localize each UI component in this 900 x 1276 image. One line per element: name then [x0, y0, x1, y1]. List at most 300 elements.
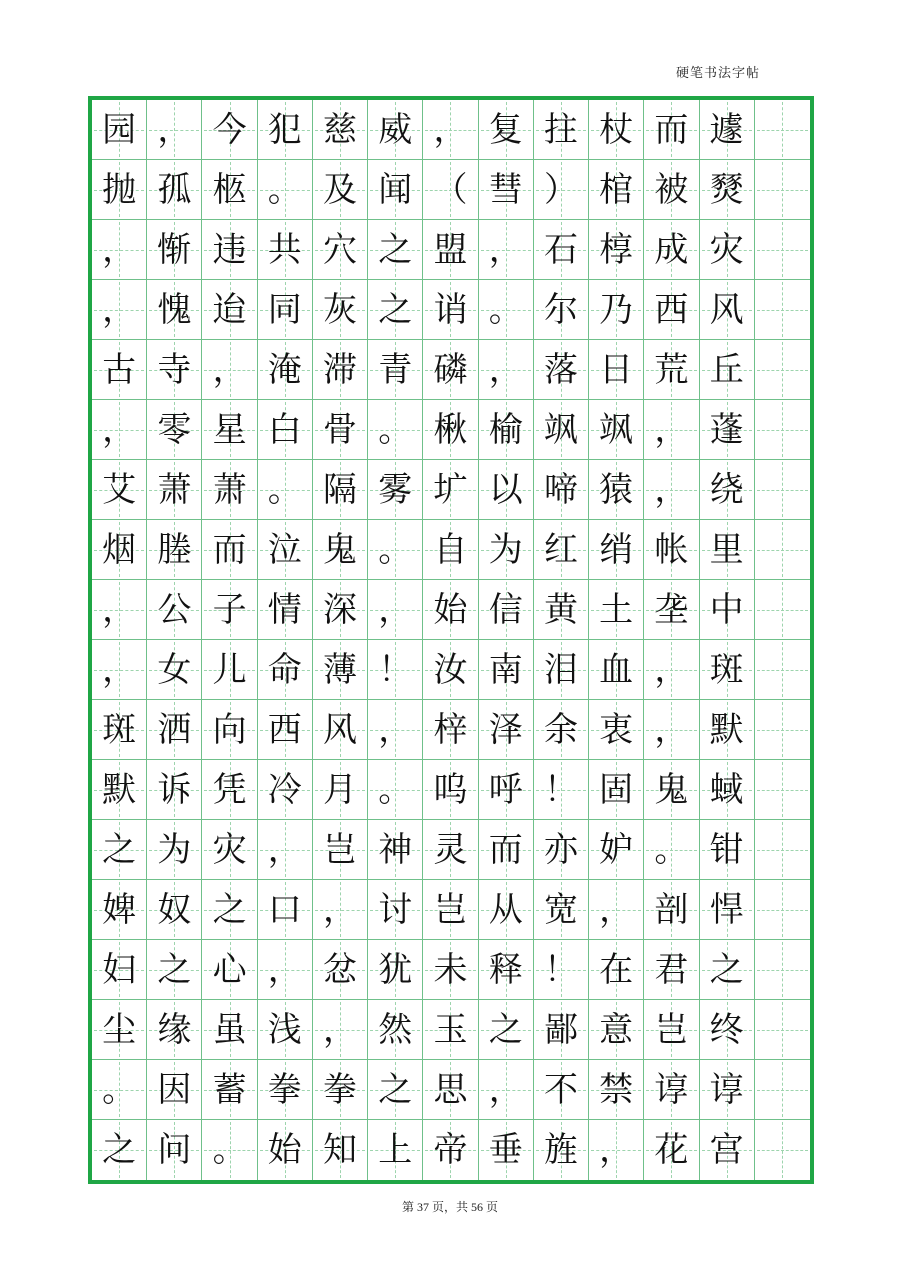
grid-character: 椁 — [599, 229, 634, 270]
grid-cell — [92, 340, 147, 400]
grid-cell — [368, 940, 423, 1000]
grid-cell — [313, 160, 368, 220]
grid-cell — [423, 460, 478, 520]
grid-cell — [479, 700, 534, 760]
grid-character: 愧 — [157, 289, 192, 330]
grid-character: 岂 — [654, 1009, 689, 1050]
grid-character: 灰 — [323, 289, 358, 330]
grid-character: 释 — [488, 949, 523, 990]
grid-cell — [258, 220, 313, 280]
grid-cell — [92, 1060, 147, 1120]
grid-cell — [423, 400, 478, 460]
grid-cell — [313, 640, 368, 700]
grid-character: 上 — [378, 1130, 413, 1170]
grid-character: 烟 — [102, 529, 137, 570]
grid-cell — [147, 460, 202, 520]
grid-cell — [700, 1120, 755, 1180]
grid-cell — [534, 760, 589, 820]
grid-character: 蓄 — [212, 1069, 247, 1110]
grid-cell — [423, 100, 478, 160]
grid-character: 落 — [543, 349, 578, 390]
grid-character: ） — [543, 169, 578, 210]
grid-character: 拳 — [267, 1069, 302, 1110]
grid-character: ， — [323, 1009, 358, 1050]
grid-character: 因 — [157, 1069, 192, 1110]
grid-cell — [479, 1060, 534, 1120]
grid-character: 以 — [488, 469, 523, 510]
page-header-title: 硬笔书法字帖 — [675, 66, 760, 81]
grid-character: 风 — [709, 289, 744, 330]
grid-character: 萧 — [157, 469, 192, 510]
grid-cell — [258, 280, 313, 340]
grid-cell — [644, 820, 699, 880]
grid-character: 西 — [654, 289, 689, 330]
grid-cell — [258, 520, 313, 580]
grid-cell — [589, 520, 644, 580]
grid-cell — [313, 460, 368, 520]
grid-cell — [755, 940, 810, 1000]
grid-cell — [147, 820, 202, 880]
grid-cell — [479, 880, 534, 940]
grid-character: ， — [102, 289, 137, 330]
grid-cell — [755, 640, 810, 700]
grid-character: 及 — [323, 169, 358, 210]
grid-character: 儿 — [212, 649, 247, 690]
grid-character: 始 — [433, 589, 468, 630]
grid-character: 神 — [378, 829, 413, 870]
grid-character: 从 — [488, 889, 523, 930]
grid-cell — [644, 760, 699, 820]
grid-character: 红 — [543, 529, 578, 570]
grid-cell — [92, 880, 147, 940]
grid-cell — [534, 520, 589, 580]
grid-character: 灾 — [709, 229, 744, 270]
grid-cell — [258, 940, 313, 1000]
grid-character: 始 — [267, 1130, 302, 1170]
grid-cell — [479, 220, 534, 280]
grid-character: 向 — [212, 709, 247, 750]
grid-character: 帝 — [433, 1130, 468, 1170]
grid-cell — [479, 520, 534, 580]
grid-character: 衷 — [599, 709, 634, 750]
grid-cell — [202, 280, 257, 340]
grid-cell — [258, 1120, 313, 1180]
grid-character: 绡 — [599, 529, 634, 570]
grid-cell — [202, 820, 257, 880]
grid-character: 日 — [599, 349, 634, 390]
grid-character: ， — [102, 229, 137, 270]
grid-character: 棺 — [599, 169, 634, 210]
grid-cell — [202, 100, 257, 160]
grid-character: 讨 — [378, 889, 413, 930]
grid-cell — [313, 940, 368, 1000]
grid-cell — [700, 340, 755, 400]
grid-cell — [534, 580, 589, 640]
grid-cell — [313, 280, 368, 340]
grid-cell — [534, 340, 589, 400]
grid-cell — [700, 400, 755, 460]
grid-cell — [147, 340, 202, 400]
grid-character: 梓 — [433, 709, 468, 750]
grid-cell — [644, 580, 699, 640]
grid-character: 终 — [709, 1009, 744, 1050]
grid-character: 灾 — [212, 829, 247, 870]
grid-character: 灵 — [433, 829, 468, 870]
grid-cell — [423, 160, 478, 220]
grid-cell — [147, 640, 202, 700]
grid-character: 浅 — [267, 1009, 302, 1050]
grid-character: 慈 — [323, 109, 358, 150]
grid-cell — [368, 340, 423, 400]
grid-cell — [589, 100, 644, 160]
grid-character: 飒 — [543, 409, 578, 450]
grid-cell — [644, 520, 699, 580]
grid-character: 诉 — [157, 769, 192, 810]
grid-cell — [202, 580, 257, 640]
grid-cell — [589, 820, 644, 880]
grid-character: 被 — [654, 169, 689, 210]
grid-cell — [700, 820, 755, 880]
grid-character: 汝 — [433, 649, 468, 690]
grid-character: 钳 — [709, 829, 744, 870]
grid-cell — [313, 1120, 368, 1180]
grid-cell — [700, 460, 755, 520]
grid-character: 而 — [654, 109, 689, 150]
grid-cell — [313, 1000, 368, 1060]
grid-cell — [589, 940, 644, 1000]
grid-cell — [644, 400, 699, 460]
grid-cell — [423, 940, 478, 1000]
grid-cell — [589, 1060, 644, 1120]
grid-character: ， — [267, 949, 302, 990]
grid-character: 垄 — [654, 589, 689, 630]
grid-character: ， — [102, 589, 137, 630]
grid-character: 岂 — [433, 889, 468, 930]
grid-cell — [313, 880, 368, 940]
grid-cell — [644, 1060, 699, 1120]
grid-cell — [368, 220, 423, 280]
grid-character: 尔 — [543, 289, 578, 330]
grid-character: 萧 — [212, 469, 247, 510]
grid-cell — [534, 880, 589, 940]
grid-cell — [755, 1000, 810, 1060]
grid-cell — [755, 220, 810, 280]
grid-character: ， — [488, 1069, 523, 1110]
grid-character: 女 — [157, 649, 192, 690]
grid-character: 青 — [378, 349, 413, 390]
grid-cell — [479, 1120, 534, 1180]
grid-character: 呼 — [488, 769, 523, 810]
grid-cell — [92, 280, 147, 340]
grid-character: ！ — [543, 769, 578, 810]
grid-character: ， — [433, 109, 468, 150]
grid-cell — [700, 280, 755, 340]
grid-character: 口 — [267, 889, 302, 930]
grid-character: 石 — [543, 229, 578, 270]
grid-cell — [258, 640, 313, 700]
grid-character: 妒 — [599, 829, 634, 870]
grid-character: 冷 — [267, 769, 302, 810]
grid-cell — [589, 160, 644, 220]
grid-cell — [368, 640, 423, 700]
grid-cell — [368, 760, 423, 820]
grid-cell — [313, 400, 368, 460]
grid-cell — [479, 820, 534, 880]
grid-character: 鬼 — [654, 769, 689, 810]
grid-cell — [258, 700, 313, 760]
grid-cell — [589, 400, 644, 460]
grid-cell — [755, 820, 810, 880]
grid-cell — [589, 1000, 644, 1060]
grid-cell — [202, 400, 257, 460]
grid-character: 。 — [488, 289, 523, 330]
grid-character: 。 — [212, 1130, 247, 1170]
grid-character: ， — [488, 349, 523, 390]
grid-character: 复 — [488, 109, 523, 150]
grid-cell — [423, 1000, 478, 1060]
grid-cell — [368, 1000, 423, 1060]
grid-cell — [755, 760, 810, 820]
grid-cell — [423, 760, 478, 820]
grid-character: 自 — [433, 529, 468, 570]
grid-character: ， — [488, 229, 523, 270]
grid-cell — [755, 340, 810, 400]
grid-character: 为 — [157, 829, 192, 870]
grid-cell — [644, 880, 699, 940]
grid-character: 鄙 — [543, 1009, 578, 1050]
grid-cell — [644, 160, 699, 220]
grid-character: 。 — [378, 529, 413, 570]
grid-cell — [92, 400, 147, 460]
grid-cell — [92, 580, 147, 640]
grid-cell — [92, 940, 147, 1000]
grid-character: 寺 — [157, 349, 192, 390]
grid-cell — [92, 520, 147, 580]
grid-cell — [423, 880, 478, 940]
grid-cell — [589, 1120, 644, 1180]
grid-character: 园 — [102, 109, 137, 150]
grid-cell — [147, 220, 202, 280]
grid-character: 意 — [599, 1009, 634, 1050]
grid-cell — [368, 520, 423, 580]
grid-cell — [258, 400, 313, 460]
grid-cell — [644, 460, 699, 520]
grid-cell — [202, 1060, 257, 1120]
grid-character: 骨 — [323, 409, 358, 450]
grid-character: ， — [599, 889, 634, 930]
grid-cell — [534, 700, 589, 760]
grid-cell — [700, 580, 755, 640]
grid-character: ， — [599, 1130, 634, 1170]
grid-cell — [423, 700, 478, 760]
grid-cell — [644, 1120, 699, 1180]
grid-character: 泣 — [267, 529, 302, 570]
grid-cell — [258, 820, 313, 880]
grid-character: 洒 — [157, 709, 192, 750]
grid-character: 知 — [323, 1130, 358, 1170]
grid-character: 旌 — [543, 1130, 578, 1170]
grid-cell — [258, 460, 313, 520]
grid-cell — [423, 820, 478, 880]
grid-cell — [202, 700, 257, 760]
grid-character: 飒 — [599, 409, 634, 450]
grid-cell — [479, 460, 534, 520]
grid-character: 之 — [378, 289, 413, 330]
grid-character: 盟 — [433, 229, 468, 270]
grid-cell — [92, 760, 147, 820]
grid-cell — [92, 160, 147, 220]
grid-character: 雾 — [378, 469, 413, 510]
grid-character: 淹 — [267, 349, 302, 390]
grid-cell — [479, 640, 534, 700]
grid-cell — [368, 460, 423, 520]
grid-cell — [202, 880, 257, 940]
grid-cell — [147, 760, 202, 820]
grid-character: 婢 — [102, 889, 137, 930]
grid-cell — [258, 100, 313, 160]
grid-cell — [534, 100, 589, 160]
grid-cell — [313, 580, 368, 640]
grid-character: 之 — [212, 889, 247, 930]
grid-cell — [258, 1000, 313, 1060]
grid-character: 尘 — [102, 1009, 137, 1050]
grid-cell — [700, 160, 755, 220]
grid-character: 为 — [488, 529, 523, 570]
grid-character: ， — [654, 409, 689, 450]
grid-cell — [313, 760, 368, 820]
grid-cell — [589, 640, 644, 700]
grid-cell — [700, 520, 755, 580]
grid-cell — [258, 580, 313, 640]
grid-cell — [644, 100, 699, 160]
grid-cell — [644, 340, 699, 400]
grid-character: 。 — [378, 769, 413, 810]
grid-character: ， — [378, 589, 413, 630]
grid-character: 闻 — [378, 169, 413, 210]
grid-character: 不 — [543, 1069, 578, 1110]
grid-character: 。 — [654, 829, 689, 870]
grid-cell — [313, 220, 368, 280]
grid-character: 乃 — [599, 289, 634, 330]
grid-character: 同 — [267, 289, 302, 330]
grid-character: 抛 — [102, 169, 137, 210]
grid-cell — [147, 280, 202, 340]
grid-cell — [423, 1120, 478, 1180]
grid-cell — [202, 520, 257, 580]
grid-cell — [589, 220, 644, 280]
grid-character: 零 — [157, 409, 192, 450]
grid-character: 亦 — [543, 829, 578, 870]
grid-character: 。 — [102, 1069, 137, 1110]
grid-character: 禁 — [599, 1069, 634, 1110]
grid-cell — [755, 1060, 810, 1120]
grid-character: 之 — [709, 949, 744, 990]
grid-character: 西 — [267, 709, 302, 750]
grid-character: 奴 — [157, 889, 192, 930]
grid-cell — [368, 1120, 423, 1180]
grid-character: 中 — [709, 589, 744, 630]
grid-character: 公 — [157, 589, 192, 630]
grid-character: 血 — [599, 649, 634, 690]
grid-character: 燹 — [709, 169, 744, 210]
grid-cell — [147, 940, 202, 1000]
grid-cell — [700, 1060, 755, 1120]
grid-cell — [700, 100, 755, 160]
grid-cell — [700, 700, 755, 760]
grid-cell — [589, 880, 644, 940]
grid-character: 遽 — [709, 109, 744, 150]
grid-character: ， — [212, 349, 247, 390]
grid-cell — [644, 640, 699, 700]
grid-character: 土 — [599, 589, 634, 630]
grid-cell — [368, 280, 423, 340]
grid-cell — [202, 340, 257, 400]
grid-character: 缘 — [157, 1009, 192, 1050]
grid-character: 思 — [433, 1069, 468, 1110]
grid-cell — [534, 400, 589, 460]
grid-character: 成 — [654, 229, 689, 270]
grid-cell — [368, 700, 423, 760]
grid-character: 黄 — [543, 589, 578, 630]
grid-cell — [368, 820, 423, 880]
grid-cell — [700, 640, 755, 700]
grid-character: 宽 — [543, 889, 578, 930]
grid-character: 问 — [157, 1130, 192, 1170]
grid-cell — [147, 400, 202, 460]
grid-character: 柩 — [212, 169, 247, 210]
grid-character: 命 — [267, 649, 302, 690]
grid-character: 虽 — [212, 1009, 247, 1050]
grid-cell — [423, 580, 478, 640]
grid-character: 之 — [157, 949, 192, 990]
grid-cell — [755, 100, 810, 160]
grid-character: 今 — [212, 109, 247, 150]
grid-cell — [313, 1060, 368, 1120]
grid-character: 犯 — [267, 109, 302, 150]
grid-cell — [258, 880, 313, 940]
grid-character: 艾 — [102, 469, 137, 510]
grid-cell — [479, 580, 534, 640]
grid-character: ， — [267, 829, 302, 870]
grid-character: 之 — [102, 1130, 137, 1170]
grid-cell — [92, 640, 147, 700]
grid-character: 垂 — [488, 1130, 523, 1170]
grid-cell — [589, 700, 644, 760]
grid-cell — [644, 280, 699, 340]
grid-character: 在 — [599, 949, 634, 990]
grid-cell — [368, 400, 423, 460]
grid-cell — [313, 100, 368, 160]
grid-character: 帐 — [654, 529, 689, 570]
grid-character: 磷 — [433, 349, 468, 390]
grid-cell — [534, 1060, 589, 1120]
page-number-footer: 第 37 页，共 56 页 — [401, 1200, 498, 1214]
grid-cell — [92, 820, 147, 880]
grid-cell — [202, 460, 257, 520]
grid-cell — [147, 580, 202, 640]
grid-character: 未 — [433, 949, 468, 990]
grid-cell — [755, 160, 810, 220]
grid-character: 猿 — [599, 469, 634, 510]
grid-cell — [534, 220, 589, 280]
grid-character: 妇 — [102, 949, 137, 990]
grid-cell — [534, 940, 589, 1000]
grid-character: 信 — [488, 589, 523, 630]
grid-cell — [92, 220, 147, 280]
grid-cell — [202, 760, 257, 820]
grid-character: 荒 — [654, 349, 689, 390]
grid-character: 斑 — [709, 649, 744, 690]
